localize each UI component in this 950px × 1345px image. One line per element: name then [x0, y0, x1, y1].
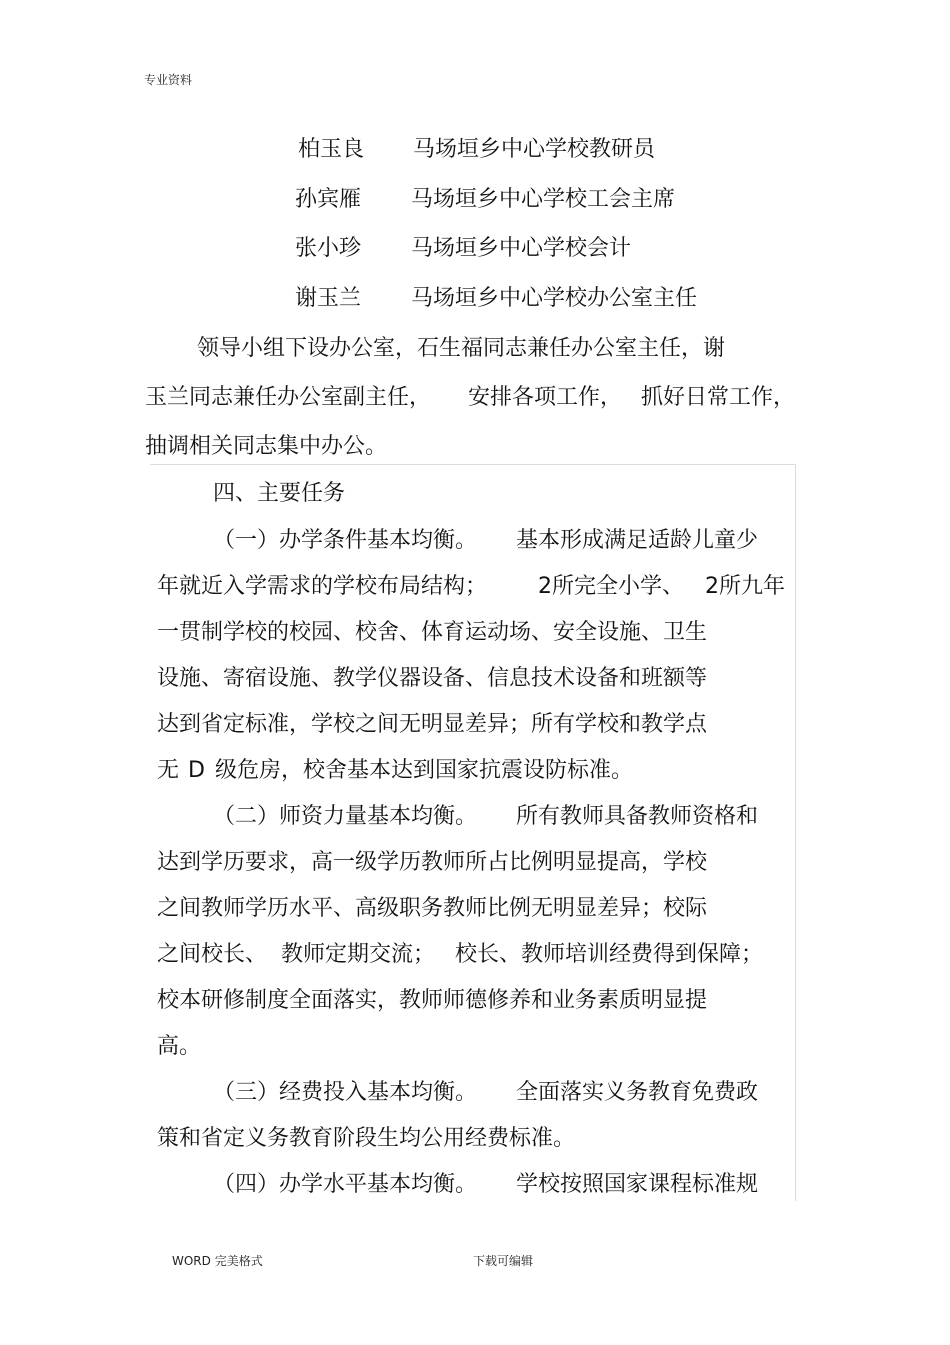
- section-heading: 四、主要任务: [213, 481, 346, 506]
- footer-left-label: WORD 完美格式: [172, 1254, 263, 1268]
- paragraph-line: 抓好日常工作，: [641, 385, 796, 410]
- member-name: 张小珍: [295, 236, 362, 261]
- member-name: 柏玉良: [298, 137, 365, 162]
- paragraph-line: D: [188, 758, 205, 783]
- paragraph-line: 校长、教师培训经费得到保障；: [455, 942, 764, 967]
- paragraph-line: 抽调相关同志集中办公。: [145, 434, 388, 459]
- paragraph-line: 教师定期交流；: [281, 942, 436, 967]
- paragraph-line: 年就近入学需求的学校布局结构；: [157, 574, 488, 599]
- footer-right-label: 下载可编辑: [473, 1254, 534, 1268]
- paragraph-line: 之间教师学历水平、高级职务教师比例无明显差异；校际: [157, 896, 708, 921]
- paragraph-line: 级危房，校舍基本达到国家抗震设防标准。: [215, 758, 634, 783]
- paragraph-line: 校本研修制度全面落实，教师师德修养和业务素质明显提: [157, 988, 708, 1013]
- paragraph-line: 策和省定义务教育阶段生均公用经费标准。: [157, 1126, 576, 1151]
- member-role: 马场垣乡中心学校会计: [411, 236, 632, 261]
- item-lead: （一）办学条件基本均衡。: [213, 528, 478, 553]
- paragraph-line: 领导小组下设办公室，石生福同志兼任办公室主任，谢: [197, 336, 726, 361]
- paragraph-line: 2所九年: [705, 574, 785, 599]
- paragraph-line: 达到学历要求，高一级学历教师所占比例明显提高，学校: [157, 850, 708, 875]
- paragraph-line: 玉兰同志兼任办公室副主任，: [145, 385, 432, 410]
- member-name: 谢玉兰: [295, 286, 362, 311]
- item-lead: （四）办学水平基本均衡。: [213, 1172, 478, 1197]
- paragraph-line: 之间校长、: [157, 942, 268, 967]
- paragraph-line: 学校按照国家课程标准规: [516, 1172, 759, 1197]
- paragraph-line: 达到省定标准，学校之间无明显差异；所有学校和教学点: [157, 712, 708, 737]
- member-name: 孙宾雁: [295, 187, 362, 212]
- paragraph-line: 无: [157, 758, 180, 783]
- member-role: 马场垣乡中心学校办公室主任: [411, 286, 698, 311]
- paragraph-line: 全面落实义务教育免费政: [516, 1080, 759, 1105]
- item-lead: （三）经费投入基本均衡。: [213, 1080, 478, 1105]
- member-role: 马场垣乡中心学校教研员: [413, 137, 656, 162]
- paragraph-line: 安排各项工作，: [468, 385, 623, 410]
- paragraph-line: 高。: [157, 1034, 202, 1059]
- paragraph-line: 所有教师具备教师资格和: [516, 804, 759, 829]
- member-role: 马场垣乡中心学校工会主席: [411, 187, 676, 212]
- paragraph-line: 一贯制学校的校园、校舍、体育运动场、安全设施、卫生: [157, 620, 708, 645]
- paragraph-line: 2所完全小学、: [538, 574, 684, 599]
- paragraph-line: 设施、寄宿设施、教学仪器设备、信息技术设备和班额等: [157, 666, 708, 691]
- item-lead: （二）师资力量基本均衡。: [213, 804, 478, 829]
- page-header-label: 专业资料: [144, 73, 193, 87]
- paragraph-line: 基本形成满足适龄儿童少: [516, 528, 759, 553]
